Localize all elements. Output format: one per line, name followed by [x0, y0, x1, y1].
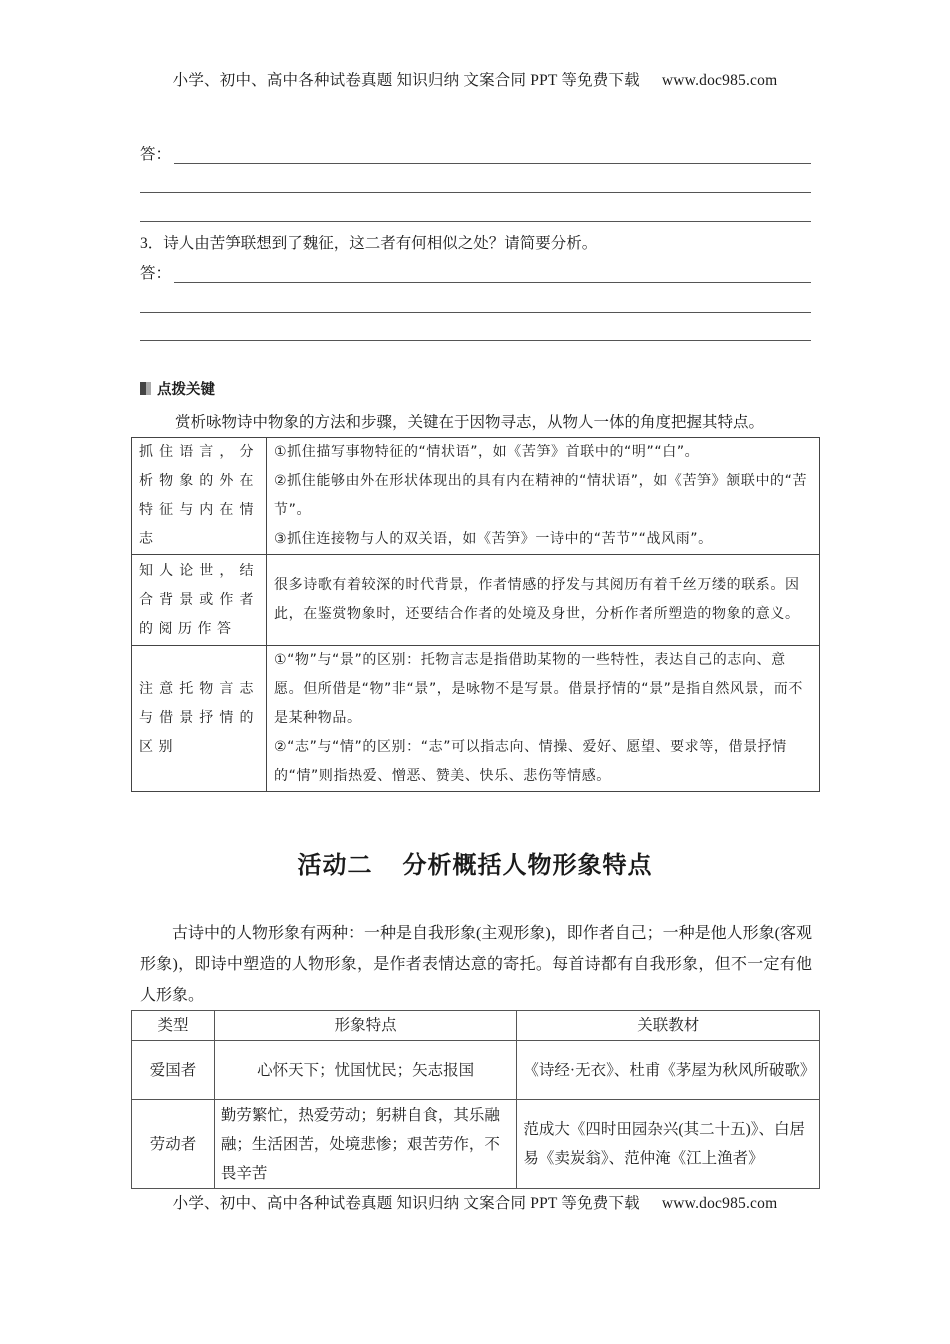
activity-paragraph: 古诗中的人物形象有两种：一种是自我形象(主观形象)，即作者自己；一种是他人形象(客观形象)，即诗中塑造的人物形象，是作者表情达意的寄托。每首诗都有自我形象，但不一定有他人形象。 [140, 925, 812, 1004]
traits-cell: 心怀天下；忧国忧民；矢志报国 [214, 1041, 517, 1100]
table-row [132, 1041, 820, 1100]
table-row [132, 646, 820, 792]
table-header-row [132, 1011, 820, 1041]
answer-line-3[interactable] [140, 200, 811, 222]
detail-item: ①抓住描写事物特征的“情状语”，如《苦笋》首联中的“明”“白”。 [274, 444, 700, 460]
table-row [132, 555, 820, 646]
key-points-table [131, 437, 820, 792]
type-cell: 爱国者 [132, 1041, 215, 1100]
detail-item: ①“物”与“景”的区别：托物言志是指借助某物的一些特性，表达自己的志向、意愿。但所借是“物”非“景”，是咏物不是写景。借景抒情的“景”是指自然风景，而不是某种物品。 [274, 652, 803, 726]
method-cell: 注意托物言志与借景抒情的区别 [132, 646, 267, 792]
activity-title [0, 845, 950, 880]
page-footer [0, 1191, 950, 1213]
section-tag-label: 点拨关键 [157, 382, 215, 398]
answer-underline [140, 192, 811, 193]
footer-text: 小学、初中、高中各种试卷真题 知识归纳 文案合同 PPT 等免费下载 [172, 1195, 640, 1212]
character-types-table [131, 1010, 820, 1189]
detail-item: ②“志”与“情”的区别：“志”可以指志向、情操、爱好、愿望、要求等，借景抒情的“情”则指热爱、憎恶、赞美、快乐、悲伤等情感。 [274, 739, 787, 784]
answer-line-6[interactable] [140, 319, 811, 341]
table-row [132, 438, 820, 555]
detail-item: 很多诗歌有着较深的时代背景，作者情感的抒发与其阅历有着千丝万缕的联系。因此，在鉴赏物象时，还要结合作者的处境及身世，分析作者所塑造的物象的意义。 [274, 577, 800, 622]
header-url[interactable]: www.doc985.com [661, 72, 778, 89]
details-cell [267, 555, 820, 646]
answer-label: 答： [140, 265, 172, 282]
answer-line-1[interactable] [140, 142, 811, 164]
header-materials: 关联教材 [517, 1011, 820, 1041]
answer-underline [140, 340, 811, 341]
header-text: 小学、初中、高中各种试卷真题 知识归纳 文案合同 PPT 等免费下载 [172, 72, 640, 89]
detail-item: ②抓住能够由外在形状体现出的具有内在精神的“情状语”，如《苦笋》颔联中的“苦节”。 [274, 473, 808, 518]
answer-underline [174, 163, 811, 164]
activity-number: 活动二 [297, 851, 373, 879]
header-traits: 形象特点 [214, 1011, 517, 1041]
traits-cell: 勤劳繁忙，热爱劳动；躬耕自食，其乐融融；生活困苦，处境悲惨；艰苦劳作，不畏辛苦 [214, 1100, 517, 1189]
details-cell [267, 438, 820, 555]
footer-url[interactable]: www.doc985.com [661, 1195, 778, 1212]
materials-cell: 《诗经·无衣》、杜甫《茅屋为秋风所破歌》 [517, 1041, 820, 1100]
type-cell: 劳动者 [132, 1100, 215, 1189]
section-tag [140, 378, 215, 399]
answer-underline [140, 312, 811, 313]
header-type: 类型 [132, 1011, 215, 1041]
answer-label: 答： [140, 146, 172, 163]
section-marker-icon [140, 382, 151, 395]
method-cell: 抓住语言，分析物象的外在特征与内在情志 [132, 438, 267, 555]
activity-heading: 分析概括人物形象特点 [402, 851, 653, 879]
answer-underline [140, 221, 811, 222]
question-3: 3．诗人由苦笋联想到了魏征，这二者有何相似之处？请简要分析。 [140, 235, 598, 252]
answer-line-5[interactable] [140, 291, 811, 313]
answer-underline [174, 282, 811, 283]
details-cell [267, 646, 820, 792]
table-row [132, 1100, 820, 1189]
materials-cell: 范成大《四时田园杂兴(其二十五)》、白居易《卖炭翁》、范仲淹《江上渔者》 [517, 1100, 820, 1189]
detail-item: ③抓住连接物与人的双关语，如《苦笋》一诗中的“苦节”“战风雨”。 [274, 531, 713, 547]
page-header [0, 68, 950, 90]
method-cell: 知人论世，结合背景或作者的阅历作答 [132, 555, 267, 646]
answer-line-4[interactable] [140, 261, 811, 283]
key-points-intro: 赏析咏物诗中物象的方法和步骤，关键在于因物寻志，从物人一体的角度把握其特点。 [175, 414, 765, 431]
answer-line-2[interactable] [140, 171, 811, 193]
